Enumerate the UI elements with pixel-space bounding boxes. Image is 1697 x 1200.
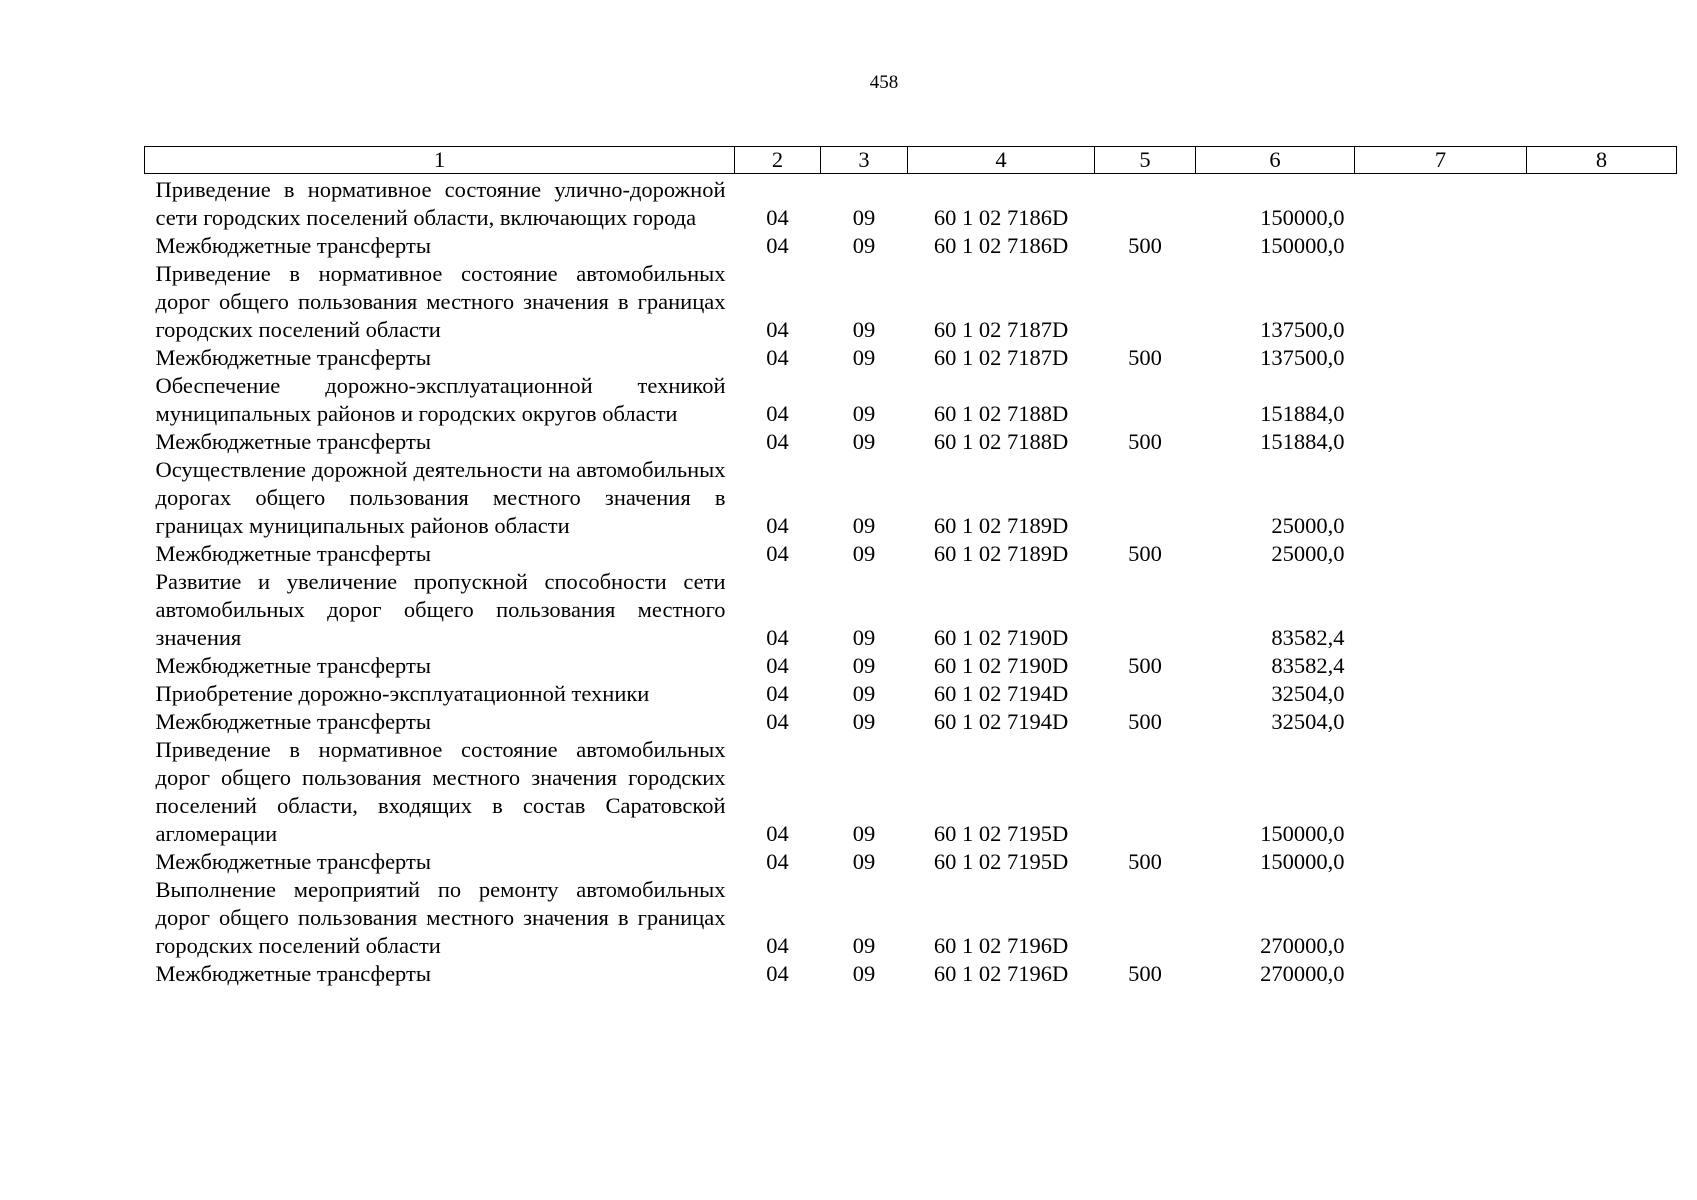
row-name: Осуществление дорожной деятельности на автомобильных дорогах общего пользования местного значения в границах муниципальных районов области	[155, 457, 726, 538]
row-target-code: 60 1 02 7189D	[933, 513, 1069, 538]
row-target-code: 60 1 02 7188D	[933, 401, 1069, 426]
row-amount: 151884,0	[1260, 429, 1345, 454]
table-row	[145, 260, 1677, 344]
row-name: Межбюджетные трансферты	[155, 709, 431, 734]
row-col8	[1527, 876, 1677, 960]
row-target-code: 60 1 02 7195D	[933, 821, 1069, 846]
row-col8	[1527, 960, 1677, 988]
row-col8	[1527, 540, 1677, 568]
row-expense-type	[1095, 456, 1196, 540]
row-expense-type	[1095, 568, 1196, 652]
row-subsection: 09	[852, 317, 876, 342]
row-target-code: 60 1 02 7194D	[933, 709, 1069, 734]
table-row	[145, 568, 1677, 652]
column-header: 5	[1095, 147, 1196, 174]
row-subsection: 09	[852, 205, 876, 230]
table-row	[145, 456, 1677, 540]
row-section: 04	[766, 541, 789, 566]
row-target-code: 60 1 02 7190D	[933, 653, 1069, 678]
row-subsection: 09	[852, 401, 876, 426]
row-subsection: 09	[852, 541, 876, 566]
row-name: Приведение в нормативное состояние улично-дорожной сети городских поселений области, включающих города	[155, 177, 726, 230]
row-expense-type: 500	[1128, 345, 1162, 370]
table-row	[145, 232, 1677, 260]
row-col8	[1527, 456, 1677, 540]
row-col7	[1355, 848, 1527, 876]
row-target-code: 60 1 02 7196D	[933, 961, 1069, 986]
row-col7	[1355, 680, 1527, 708]
column-header: 2	[735, 147, 821, 174]
row-section: 04	[766, 933, 789, 958]
row-expense-type: 500	[1128, 653, 1162, 678]
row-target-code: 60 1 02 7187D	[933, 317, 1069, 342]
row-col8	[1527, 232, 1677, 260]
row-amount: 25000,0	[1271, 513, 1345, 538]
row-col7	[1355, 652, 1527, 680]
row-target-code: 60 1 02 7195D	[933, 849, 1069, 874]
row-col7	[1355, 568, 1527, 652]
row-section: 04	[766, 653, 789, 678]
column-header: 6	[1196, 147, 1355, 174]
row-col7	[1355, 876, 1527, 960]
table-row	[145, 372, 1677, 428]
table-row	[145, 876, 1677, 960]
row-amount: 150000,0	[1260, 849, 1345, 874]
row-name: Выполнение мероприятий по ремонту автомобильных дорог общего пользования местного значения в границах городских поселений области	[155, 877, 726, 958]
row-target-code: 60 1 02 7188D	[933, 429, 1069, 454]
row-col7	[1355, 372, 1527, 428]
row-expense-type: 500	[1128, 961, 1162, 986]
row-col7	[1355, 708, 1527, 736]
row-col7	[1355, 260, 1527, 344]
row-name: Приведение в нормативное состояние автомобильных дорог общего пользования местного значения в границах городских поселений области	[155, 261, 726, 342]
row-amount: 32504,0	[1271, 681, 1345, 706]
row-col8	[1527, 344, 1677, 372]
column-header: 7	[1355, 147, 1527, 174]
column-header: 8	[1527, 147, 1677, 174]
row-section: 04	[766, 317, 789, 342]
budget-table	[144, 146, 1677, 988]
row-section: 04	[766, 345, 789, 370]
table-row	[145, 540, 1677, 568]
row-expense-type: 500	[1128, 849, 1162, 874]
row-section: 04	[766, 961, 789, 986]
row-section: 04	[766, 625, 789, 650]
row-expense-type: 500	[1128, 233, 1162, 258]
row-section: 04	[766, 821, 789, 846]
row-col8	[1527, 736, 1677, 848]
row-col8	[1527, 848, 1677, 876]
row-target-code: 60 1 02 7194D	[933, 681, 1069, 706]
row-name: Приведение в нормативное состояние автомобильных дорог общего пользования местного значения городских поселений области, входящих в состав Саратовской агломерации	[155, 737, 726, 846]
row-col8	[1527, 652, 1677, 680]
row-section: 04	[766, 681, 789, 706]
row-col8	[1527, 174, 1677, 233]
row-target-code: 60 1 02 7186D	[933, 205, 1069, 230]
row-subsection: 09	[852, 681, 876, 706]
row-subsection: 09	[852, 821, 876, 846]
row-name: Межбюджетные трансферты	[155, 961, 431, 986]
row-col8	[1527, 680, 1677, 708]
row-col7	[1355, 736, 1527, 848]
row-section: 04	[766, 429, 789, 454]
row-target-code: 60 1 02 7196D	[933, 933, 1069, 958]
row-amount: 270000,0	[1260, 961, 1345, 986]
table-row	[145, 344, 1677, 372]
row-section: 04	[766, 205, 789, 230]
row-subsection: 09	[852, 345, 876, 370]
row-amount: 150000,0	[1260, 205, 1345, 230]
row-subsection: 09	[852, 513, 876, 538]
row-name: Межбюджетные трансферты	[155, 345, 431, 370]
row-amount: 83582,4	[1271, 625, 1345, 650]
row-amount: 270000,0	[1260, 933, 1345, 958]
row-col8	[1527, 428, 1677, 456]
row-section: 04	[766, 401, 789, 426]
page-number: 458	[869, 72, 899, 93]
row-expense-type: 500	[1128, 709, 1162, 734]
row-col7	[1355, 232, 1527, 260]
row-name: Межбюджетные трансферты	[155, 541, 431, 566]
row-amount: 83582,4	[1271, 653, 1345, 678]
row-col7	[1355, 960, 1527, 988]
table-row	[145, 960, 1677, 988]
table-row	[145, 708, 1677, 736]
row-subsection: 09	[852, 429, 876, 454]
table-row	[145, 652, 1677, 680]
table-row	[145, 174, 1677, 233]
row-expense-type	[1095, 174, 1196, 233]
row-target-code: 60 1 02 7190D	[933, 625, 1069, 650]
row-expense-type	[1095, 372, 1196, 428]
table-row	[145, 736, 1677, 848]
row-col7	[1355, 344, 1527, 372]
row-target-code: 60 1 02 7187D	[933, 345, 1069, 370]
row-section: 04	[766, 233, 789, 258]
row-amount: 137500,0	[1260, 345, 1345, 370]
row-name: Межбюджетные трансферты	[155, 233, 431, 258]
row-subsection: 09	[852, 961, 876, 986]
row-subsection: 09	[852, 933, 876, 958]
row-amount: 150000,0	[1260, 233, 1345, 258]
table-row	[145, 428, 1677, 456]
row-col8	[1527, 568, 1677, 652]
row-amount: 137500,0	[1260, 317, 1345, 342]
column-header: 1	[145, 147, 735, 174]
row-expense-type	[1095, 736, 1196, 848]
column-header: 3	[821, 147, 908, 174]
row-col7	[1355, 540, 1527, 568]
row-subsection: 09	[852, 233, 876, 258]
row-expense-type: 500	[1128, 541, 1162, 566]
row-expense-type	[1095, 876, 1196, 960]
row-col8	[1527, 260, 1677, 344]
row-name: Межбюджетные трансферты	[155, 653, 431, 678]
row-amount: 32504,0	[1271, 709, 1345, 734]
table-header-row	[145, 147, 1677, 174]
row-col7	[1355, 174, 1527, 233]
row-expense-type: 500	[1128, 429, 1162, 454]
row-expense-type	[1095, 680, 1196, 708]
row-name: Приобретение дорожно-эксплуатационной техники	[155, 681, 650, 706]
table-row	[145, 848, 1677, 876]
row-target-code: 60 1 02 7189D	[933, 541, 1069, 566]
row-subsection: 09	[852, 625, 876, 650]
row-col8	[1527, 708, 1677, 736]
row-name: Обеспечение дорожно-эксплуатационной техникой муниципальных районов и городских округов области	[155, 373, 726, 426]
row-subsection: 09	[852, 709, 876, 734]
column-header: 4	[908, 147, 1095, 174]
row-expense-type	[1095, 260, 1196, 344]
row-col7	[1355, 428, 1527, 456]
row-amount: 150000,0	[1260, 821, 1345, 846]
row-target-code: 60 1 02 7186D	[933, 233, 1069, 258]
row-amount: 151884,0	[1260, 401, 1345, 426]
row-subsection: 09	[852, 653, 876, 678]
row-name: Развитие и увеличение пропускной способности сети автомобильных дорог общего пользования местного значения	[155, 569, 726, 650]
row-section: 04	[766, 513, 789, 538]
row-col7	[1355, 456, 1527, 540]
row-name: Межбюджетные трансферты	[155, 849, 431, 874]
row-section: 04	[766, 849, 789, 874]
row-subsection: 09	[852, 849, 876, 874]
table-row	[145, 680, 1677, 708]
row-amount: 25000,0	[1271, 541, 1345, 566]
row-col8	[1527, 372, 1677, 428]
row-name: Межбюджетные трансферты	[155, 429, 431, 454]
row-section: 04	[766, 709, 789, 734]
